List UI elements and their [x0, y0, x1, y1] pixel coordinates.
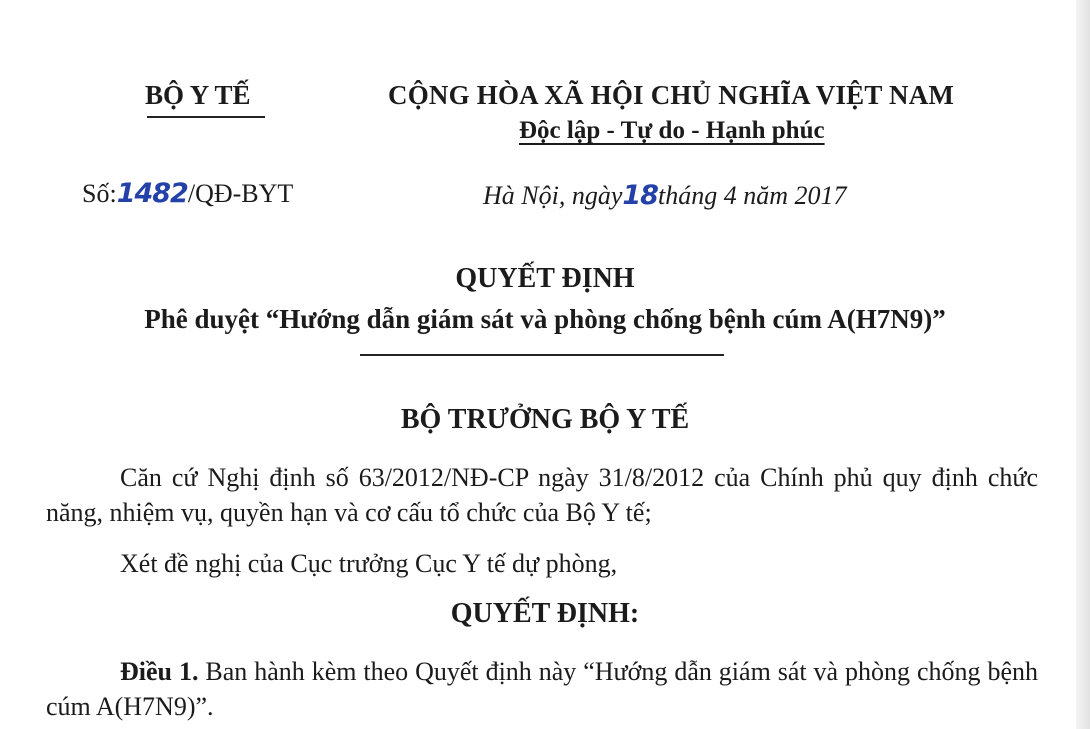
place-date-suffix: tháng 4 năm 2017: [657, 181, 847, 210]
document-title: QUYẾT ĐỊNH: [455, 263, 635, 294]
handwritten-day: 18: [622, 180, 658, 211]
decision-heading: QUYẾT ĐỊNH:: [450, 598, 640, 629]
article-1-text: Ban hành kèm theo Quyết định này “Hướng dẫn giám sát và phòng chống bệnh cúm A(H7N9)”.: [46, 657, 1038, 721]
nation-title: CỘNG HÒA XÃ HỘI CHỦ NGHĨA VIỆT NAM: [388, 80, 955, 110]
place-and-date: [483, 180, 846, 211]
document-number-suffix: /QĐ-BYT: [187, 179, 294, 208]
place-date-prefix: Hà Nội, ngày: [483, 181, 623, 210]
ministry-name: BỘ Y TẾ: [145, 80, 251, 110]
document-number: [82, 178, 293, 209]
document-number-prefix: Số:: [82, 179, 117, 208]
preamble-paragraph-2: Xét đề nghị của Cục trưởng Cục Y tế dự phòng,: [120, 549, 618, 578]
preamble-paragraph-1: Căn cứ Nghị định số 63/2012/NĐ-CP ngày 31/8/2012 của Chính phủ quy định chức năng, nhiệm vụ, quyền hạn và cơ cấu tổ chức của Bộ Y tế;: [46, 463, 1038, 527]
article-1-label: Điều 1.: [120, 657, 199, 686]
document-subtitle: Phê duyệt “Hướng dẫn giám sát và phòng chống bệnh cúm A(H7N9)”: [144, 304, 946, 334]
national-motto: Độc lập - Tự do - Hạnh phúc: [519, 117, 825, 144]
article-1: [46, 654, 1038, 724]
ministry-underline: [147, 116, 265, 118]
handwritten-number: 1482: [116, 178, 188, 209]
title-divider: [360, 354, 724, 356]
issuing-authority: BỘ TRƯỞNG BỘ Y TẾ: [400, 404, 690, 435]
